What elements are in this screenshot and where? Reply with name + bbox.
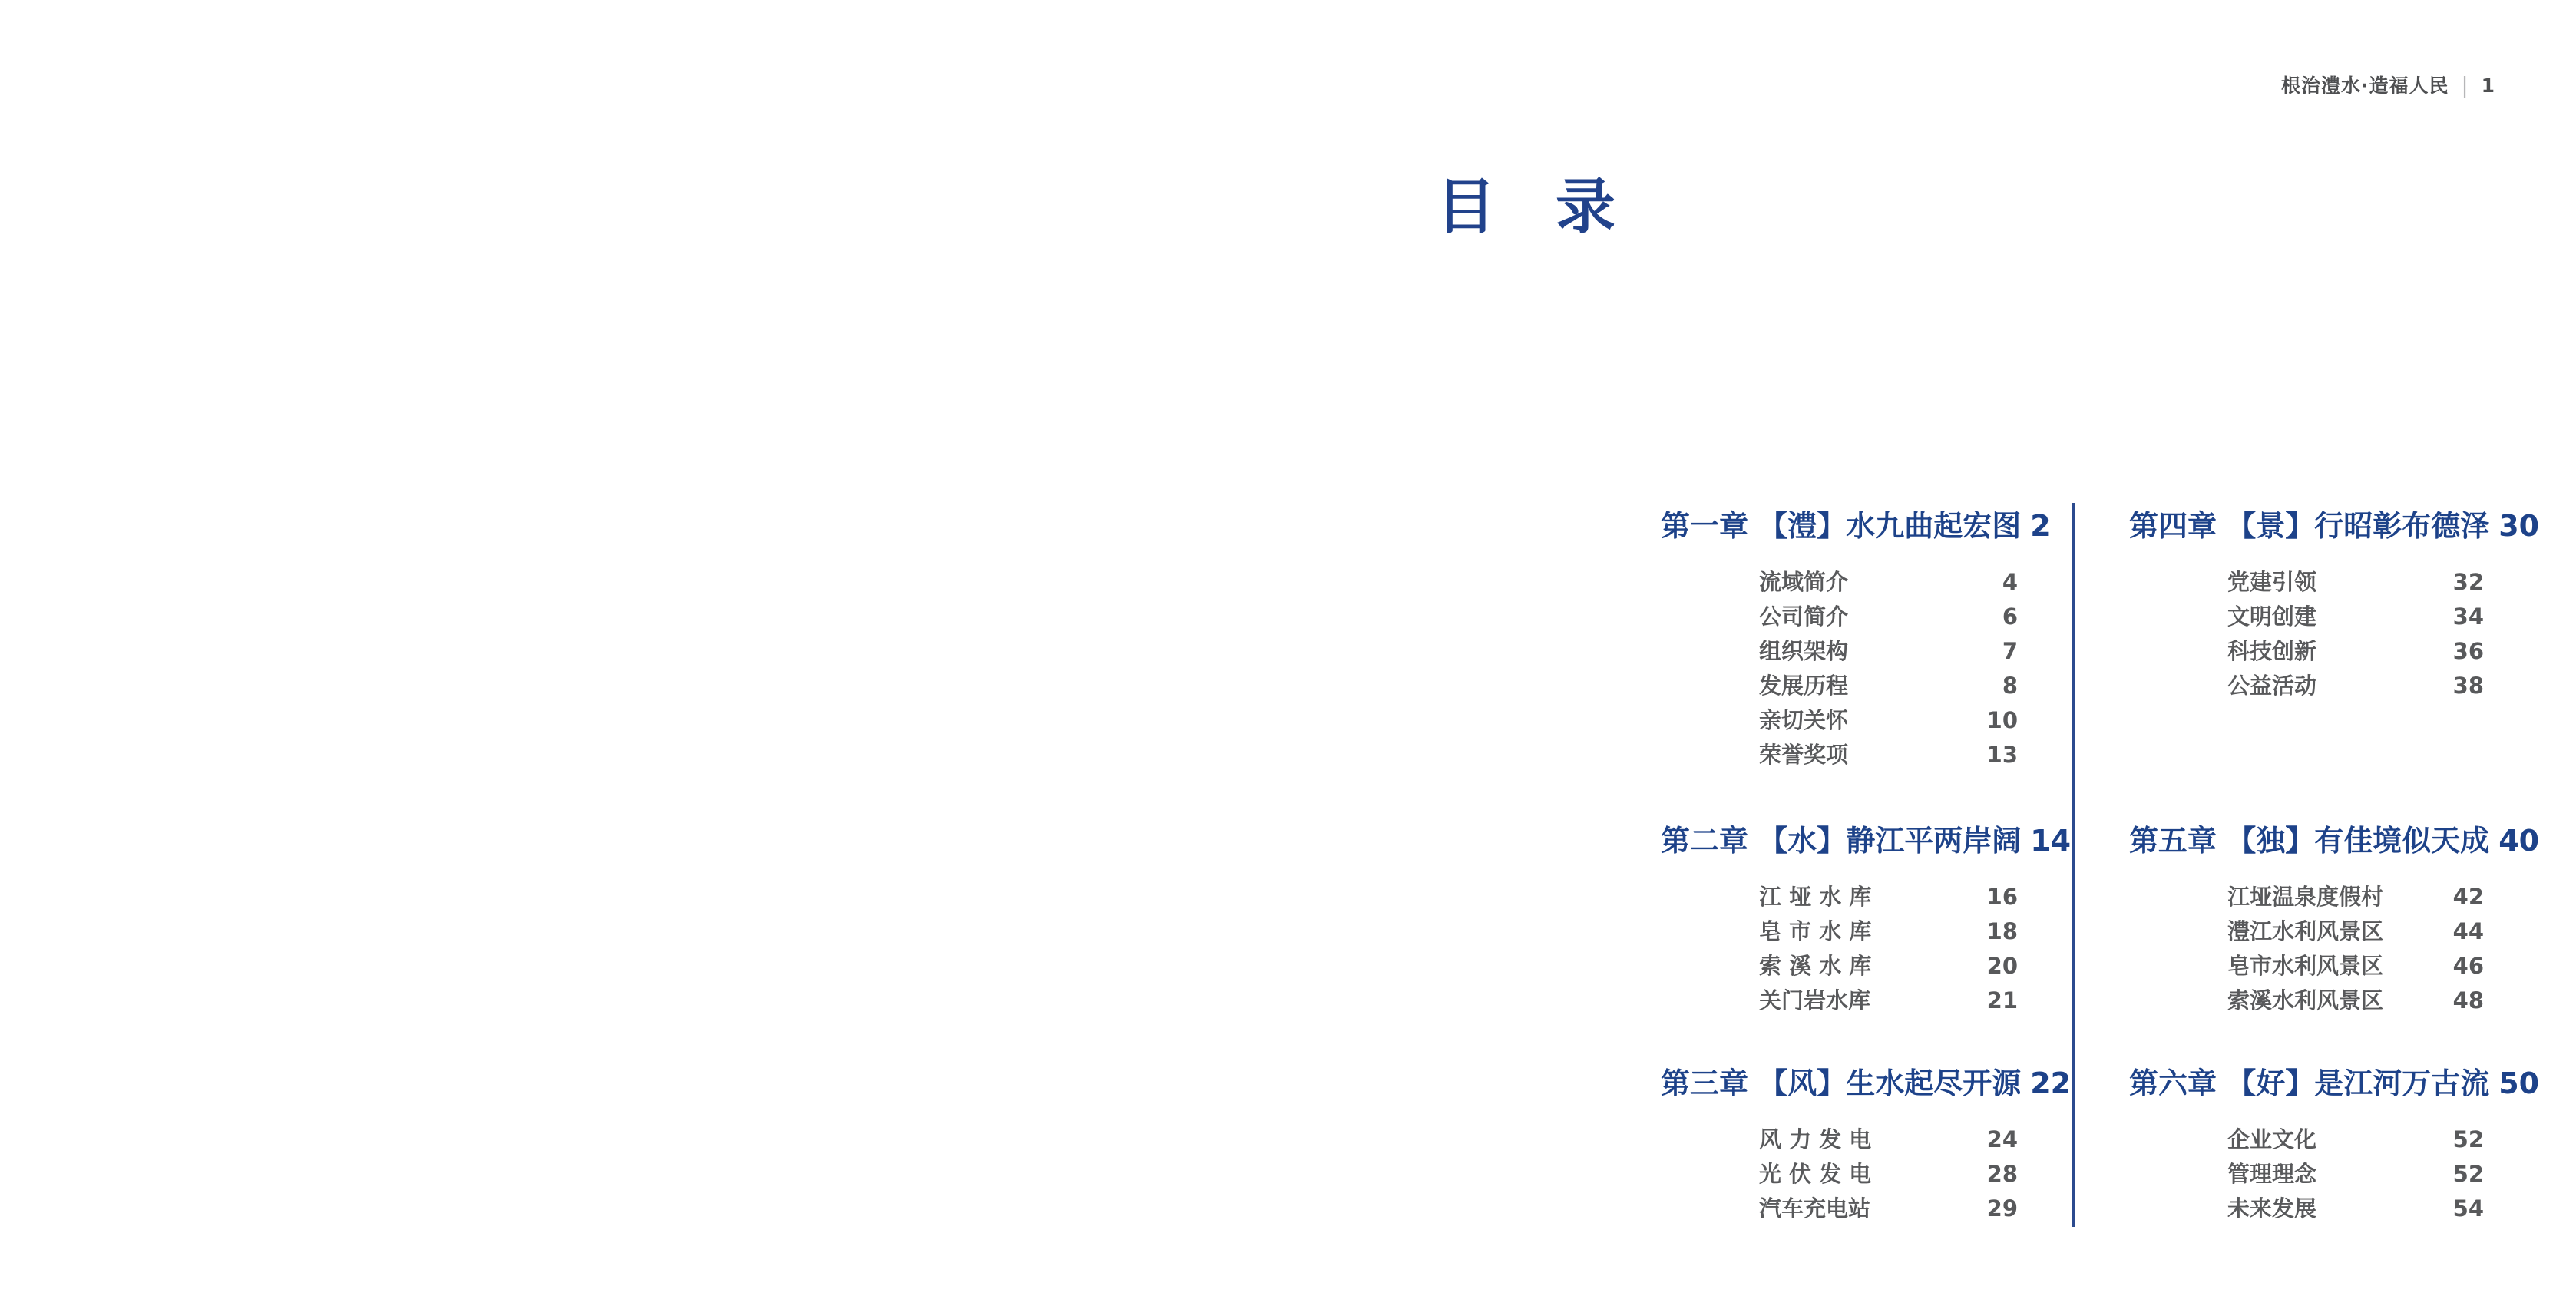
chapter-2	[1661, 822, 2072, 1018]
header-slogan: 根治澧水·造福人民	[2280, 74, 2449, 97]
toc-item-page: 7	[2002, 638, 2018, 664]
toc-item-label: 江 垭 水 库	[1759, 884, 1872, 910]
toc-item-page: 4	[2002, 569, 2018, 595]
chapter-6	[2129, 1064, 2540, 1226]
chapter-4-title: 第四章 【景】行昭彰布德泽	[2129, 509, 2490, 543]
toc-item-label: 未来发展	[2227, 1195, 2317, 1222]
toc-item[interactable]	[2227, 1122, 2484, 1157]
toc-item[interactable]	[2227, 914, 2484, 949]
toc-item-label: 发展历程	[1759, 673, 1849, 699]
toc-item[interactable]	[2227, 634, 2484, 669]
toc-item-page: 32	[2452, 569, 2484, 595]
toc-item-label: 文明创建	[2227, 603, 2317, 630]
chapter-5-page: 40	[2498, 824, 2540, 858]
chapter-4	[2129, 507, 2540, 703]
toc-item-label: 党建引领	[2227, 569, 2317, 595]
chapter-5-heading-row[interactable]	[2129, 822, 2540, 860]
chapter-5-title: 第五章 【独】有佳境似天成	[2129, 824, 2490, 858]
chapter-1-heading-row[interactable]	[1661, 507, 2051, 545]
page-title: 目 录	[1436, 173, 1616, 242]
toc-item-page: 21	[1986, 987, 2018, 1013]
toc-item-label: 索 溪 水 库	[1759, 953, 1872, 979]
toc-item-page: 8	[2002, 673, 2018, 699]
chapter-6-title: 第六章 【好】是江河万古流	[2129, 1066, 2490, 1100]
chapter-3-heading-row[interactable]	[1661, 1064, 2072, 1103]
toc-item[interactable]	[1759, 984, 2018, 1018]
toc-item-page: 6	[2002, 603, 2018, 630]
toc-item-label: 企业文化	[2227, 1126, 2317, 1152]
running-header	[2281, 75, 2495, 96]
chapter-2-items	[1661, 880, 2018, 1018]
toc-item[interactable]	[1759, 914, 2018, 949]
toc-item[interactable]	[1759, 703, 2018, 738]
chapter-1	[1661, 507, 2051, 772]
chapter-3	[1661, 1064, 2072, 1226]
toc-item-label: 澧江水利风景区	[2227, 918, 2384, 944]
chapter-5	[2129, 822, 2540, 1018]
column-divider	[2072, 503, 2075, 1227]
toc-item[interactable]	[2227, 1192, 2484, 1226]
toc-item-page: 36	[2452, 638, 2484, 664]
toc-item-page: 46	[2452, 953, 2484, 979]
toc-item[interactable]	[1759, 565, 2018, 600]
toc-item[interactable]	[1759, 1122, 2018, 1157]
toc-item[interactable]	[2227, 669, 2484, 703]
toc-item-page: 44	[2452, 918, 2484, 944]
chapter-4-heading-row[interactable]	[2129, 507, 2540, 545]
toc-item[interactable]	[2227, 1157, 2484, 1192]
toc-item[interactable]	[2227, 880, 2484, 914]
chapter-2-page: 14	[2030, 824, 2072, 858]
toc-item[interactable]	[2227, 949, 2484, 984]
chapter-6-page: 50	[2498, 1066, 2540, 1100]
chapter-2-heading-row[interactable]	[1661, 822, 2072, 860]
toc-item-label: 科技创新	[2227, 638, 2317, 664]
toc-item-label: 江垭温泉度假村	[2227, 884, 2384, 910]
toc-item[interactable]	[1759, 634, 2018, 669]
toc-item[interactable]	[1759, 1192, 2018, 1226]
chapter-3-page: 22	[2030, 1066, 2072, 1100]
chapter-4-items	[2129, 565, 2484, 703]
chapter-1-title: 第一章 【澧】水九曲起宏图	[1661, 509, 2022, 543]
toc-item-label: 皂 市 水 库	[1759, 918, 1872, 944]
toc-item-page: 52	[2452, 1126, 2484, 1152]
toc-item-page: 10	[1986, 707, 2018, 733]
chapter-6-heading-row[interactable]	[2129, 1064, 2540, 1103]
toc-item-label: 光 伏 发 电	[1759, 1161, 1872, 1187]
header-page-number: 1	[2481, 74, 2495, 97]
toc-item[interactable]	[1759, 1157, 2018, 1192]
toc-item-page: 18	[1986, 918, 2018, 944]
chapter-6-items	[2129, 1122, 2484, 1226]
header-separator: |	[2461, 73, 2469, 98]
toc-item-page: 13	[1986, 742, 2018, 768]
chapter-3-title: 第三章 【风】生水起尽开源	[1661, 1066, 2022, 1100]
toc-item[interactable]	[2227, 984, 2484, 1018]
chapter-1-items	[1661, 565, 2018, 772]
toc-item-label: 流域简介	[1759, 569, 1849, 595]
toc-item-page: 38	[2452, 673, 2484, 699]
toc-item[interactable]	[1759, 738, 2018, 772]
toc-item-page: 16	[1986, 884, 2018, 910]
toc-item-label: 皂市水利风景区	[2227, 953, 2384, 979]
chapter-3-items	[1661, 1122, 2018, 1226]
toc-item-label: 风 力 发 电	[1759, 1126, 1872, 1152]
toc-item[interactable]	[1759, 880, 2018, 914]
chapter-4-page: 30	[2498, 509, 2540, 543]
toc-item-label: 关门岩水库	[1759, 987, 1871, 1013]
toc-item[interactable]	[2227, 565, 2484, 600]
toc-item-page: 29	[1986, 1195, 2018, 1222]
chapter-5-items	[2129, 880, 2484, 1018]
toc-item-label: 公益活动	[2227, 673, 2317, 699]
toc-item-label: 荣誉奖项	[1759, 742, 1849, 768]
toc-item[interactable]	[1759, 669, 2018, 703]
toc-item[interactable]	[2227, 600, 2484, 634]
toc-item[interactable]	[1759, 600, 2018, 634]
toc-item-label: 公司简介	[1759, 603, 1849, 630]
toc-item-page: 48	[2452, 987, 2484, 1013]
toc-item[interactable]	[1759, 949, 2018, 984]
toc-item-page: 52	[2452, 1161, 2484, 1187]
toc-item-label: 亲切关怀	[1759, 707, 1849, 733]
toc-item-page: 42	[2452, 884, 2484, 910]
toc-item-label: 管理理念	[2227, 1161, 2317, 1187]
toc-item-page: 20	[1986, 953, 2018, 979]
toc-item-page: 24	[1986, 1126, 2018, 1152]
toc-item-page: 34	[2452, 603, 2484, 630]
toc-item-label: 组织架构	[1759, 638, 1849, 664]
toc-item-page: 54	[2452, 1195, 2484, 1222]
chapter-2-title: 第二章 【水】静江平两岸阔	[1661, 824, 2022, 858]
toc-item-label: 汽车充电站	[1759, 1195, 1871, 1222]
chapter-1-page: 2	[2030, 509, 2051, 543]
toc-item-label: 索溪水利风景区	[2227, 987, 2384, 1013]
toc-item-page: 28	[1986, 1161, 2018, 1187]
